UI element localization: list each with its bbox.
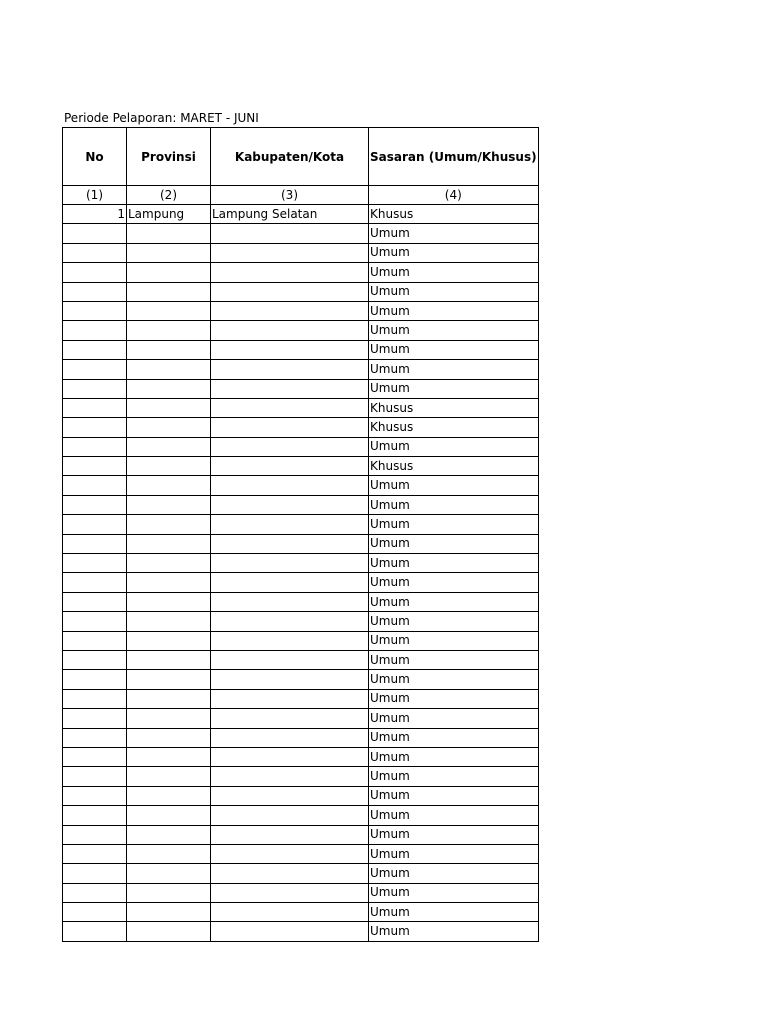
cell-sasaran: Umum — [369, 631, 539, 650]
cell-kabupaten-kota — [211, 263, 369, 282]
cell-no — [63, 903, 127, 922]
cell-kabupaten-kota — [211, 457, 369, 476]
cell-provinsi — [127, 864, 211, 883]
cell-kabupaten-kota — [211, 883, 369, 902]
cell-sasaran: Umum — [369, 476, 539, 495]
cell-provinsi: Lampung — [127, 205, 211, 224]
column-number: (2) — [127, 186, 211, 205]
table-row — [63, 476, 539, 495]
cell-no — [63, 728, 127, 747]
cell-no — [63, 883, 127, 902]
cell-provinsi — [127, 495, 211, 514]
cell-kabupaten-kota — [211, 321, 369, 340]
cell-no — [63, 224, 127, 243]
cell-provinsi — [127, 631, 211, 650]
cell-kabupaten-kota — [211, 650, 369, 669]
cell-sasaran: Umum — [369, 903, 539, 922]
cell-no — [63, 282, 127, 301]
table-row — [63, 554, 539, 573]
table-row — [63, 282, 539, 301]
cell-sasaran: Umum — [369, 224, 539, 243]
cell-no — [63, 418, 127, 437]
cell-no — [63, 922, 127, 941]
cell-sasaran: Umum — [369, 573, 539, 592]
cell-sasaran: Khusus — [369, 418, 539, 437]
table-body — [63, 205, 539, 942]
cell-provinsi — [127, 360, 211, 379]
cell-no — [63, 806, 127, 825]
cell-provinsi — [127, 747, 211, 766]
cell-kabupaten-kota — [211, 360, 369, 379]
cell-sasaran: Umum — [369, 806, 539, 825]
cell-no — [63, 515, 127, 534]
table-row — [63, 864, 539, 883]
table-row — [63, 224, 539, 243]
column-number-row — [63, 186, 539, 205]
cell-sasaran: Umum — [369, 612, 539, 631]
cell-provinsi — [127, 243, 211, 262]
cell-no: 1 — [63, 205, 127, 224]
cell-no — [63, 360, 127, 379]
cell-provinsi — [127, 806, 211, 825]
report-table — [62, 127, 539, 942]
cell-sasaran: Umum — [369, 689, 539, 708]
cell-kabupaten-kota — [211, 631, 369, 650]
cell-kabupaten-kota — [211, 301, 369, 320]
cell-no — [63, 592, 127, 611]
cell-sasaran: Umum — [369, 728, 539, 747]
cell-kabupaten-kota — [211, 243, 369, 262]
table-row — [63, 922, 539, 941]
table-row — [63, 534, 539, 553]
cell-no — [63, 437, 127, 456]
header-sasaran: Sasaran (Umum/Khusus) — [369, 128, 539, 186]
cell-kabupaten-kota — [211, 379, 369, 398]
cell-kabupaten-kota — [211, 573, 369, 592]
table-row — [63, 747, 539, 766]
cell-kabupaten-kota: Lampung Selatan — [211, 205, 369, 224]
cell-sasaran: Umum — [369, 747, 539, 766]
cell-kabupaten-kota — [211, 224, 369, 243]
cell-no — [63, 263, 127, 282]
cell-kabupaten-kota — [211, 495, 369, 514]
cell-sasaran: Umum — [369, 437, 539, 456]
cell-kabupaten-kota — [211, 903, 369, 922]
cell-kabupaten-kota — [211, 844, 369, 863]
cell-provinsi — [127, 340, 211, 359]
table-row — [63, 631, 539, 650]
cell-provinsi — [127, 786, 211, 805]
cell-provinsi — [127, 418, 211, 437]
cell-sasaran: Umum — [369, 767, 539, 786]
table-row — [63, 670, 539, 689]
table-row — [63, 650, 539, 669]
cell-sasaran: Umum — [369, 922, 539, 941]
table-row — [63, 844, 539, 863]
cell-sasaran: Umum — [369, 554, 539, 573]
cell-provinsi — [127, 592, 211, 611]
cell-sasaran: Umum — [369, 321, 539, 340]
cell-no — [63, 379, 127, 398]
cell-provinsi — [127, 321, 211, 340]
cell-sasaran: Umum — [369, 379, 539, 398]
cell-kabupaten-kota — [211, 515, 369, 534]
cell-no — [63, 398, 127, 417]
cell-sasaran: Umum — [369, 786, 539, 805]
cell-no — [63, 301, 127, 320]
cell-sasaran: Umum — [369, 360, 539, 379]
table-row — [63, 340, 539, 359]
cell-kabupaten-kota — [211, 806, 369, 825]
table-row — [63, 495, 539, 514]
table-row — [63, 728, 539, 747]
cell-sasaran: Umum — [369, 495, 539, 514]
cell-provinsi — [127, 534, 211, 553]
cell-sasaran: Umum — [369, 592, 539, 611]
cell-kabupaten-kota — [211, 437, 369, 456]
cell-no — [63, 786, 127, 805]
table-row — [63, 709, 539, 728]
cell-no — [63, 457, 127, 476]
cell-no — [63, 650, 127, 669]
table-row — [63, 806, 539, 825]
cell-no — [63, 825, 127, 844]
cell-no — [63, 243, 127, 262]
cell-kabupaten-kota — [211, 554, 369, 573]
header-no: No — [63, 128, 127, 186]
column-number: (3) — [211, 186, 369, 205]
cell-provinsi — [127, 728, 211, 747]
cell-sasaran: Umum — [369, 844, 539, 863]
cell-kabupaten-kota — [211, 709, 369, 728]
cell-sasaran: Umum — [369, 650, 539, 669]
table-row — [63, 767, 539, 786]
cell-provinsi — [127, 476, 211, 495]
cell-no — [63, 670, 127, 689]
table-row — [63, 243, 539, 262]
cell-kabupaten-kota — [211, 398, 369, 417]
cell-kabupaten-kota — [211, 786, 369, 805]
cell-sasaran: Umum — [369, 340, 539, 359]
cell-kabupaten-kota — [211, 592, 369, 611]
cell-provinsi — [127, 437, 211, 456]
cell-no — [63, 534, 127, 553]
cell-kabupaten-kota — [211, 689, 369, 708]
cell-sasaran: Umum — [369, 883, 539, 902]
header-row — [63, 128, 539, 186]
cell-sasaran: Umum — [369, 825, 539, 844]
reporting-period: Periode Pelaporan: MARET - JUNI — [64, 111, 259, 125]
cell-provinsi — [127, 282, 211, 301]
cell-kabupaten-kota — [211, 282, 369, 301]
cell-sasaran: Umum — [369, 515, 539, 534]
cell-no — [63, 844, 127, 863]
cell-provinsi — [127, 883, 211, 902]
cell-provinsi — [127, 573, 211, 592]
cell-no — [63, 747, 127, 766]
cell-provinsi — [127, 398, 211, 417]
cell-kabupaten-kota — [211, 670, 369, 689]
cell-kabupaten-kota — [211, 864, 369, 883]
cell-kabupaten-kota — [211, 767, 369, 786]
table-row — [63, 689, 539, 708]
cell-kabupaten-kota — [211, 922, 369, 941]
cell-provinsi — [127, 224, 211, 243]
table-row — [63, 573, 539, 592]
table-row — [63, 825, 539, 844]
table-row — [63, 418, 539, 437]
table-row — [63, 301, 539, 320]
cell-sasaran: Umum — [369, 864, 539, 883]
cell-no — [63, 767, 127, 786]
cell-provinsi — [127, 825, 211, 844]
cell-sasaran: Umum — [369, 534, 539, 553]
cell-provinsi — [127, 903, 211, 922]
table-row — [63, 321, 539, 340]
cell-provinsi — [127, 457, 211, 476]
table-row — [63, 883, 539, 902]
cell-sasaran: Khusus — [369, 398, 539, 417]
table-row — [63, 437, 539, 456]
cell-provinsi — [127, 922, 211, 941]
cell-no — [63, 864, 127, 883]
cell-kabupaten-kota — [211, 747, 369, 766]
cell-kabupaten-kota — [211, 340, 369, 359]
cell-sasaran: Umum — [369, 263, 539, 282]
table-row — [63, 360, 539, 379]
cell-provinsi — [127, 612, 211, 631]
cell-sasaran: Umum — [369, 301, 539, 320]
cell-no — [63, 631, 127, 650]
cell-provinsi — [127, 670, 211, 689]
table-row — [63, 398, 539, 417]
cell-provinsi — [127, 554, 211, 573]
table-row — [63, 612, 539, 631]
cell-no — [63, 476, 127, 495]
cell-provinsi — [127, 650, 211, 669]
cell-no — [63, 709, 127, 728]
cell-kabupaten-kota — [211, 534, 369, 553]
cell-sasaran: Khusus — [369, 457, 539, 476]
column-number: (4) — [369, 186, 539, 205]
cell-no — [63, 495, 127, 514]
cell-no — [63, 689, 127, 708]
cell-sasaran: Khusus — [369, 205, 539, 224]
cell-sasaran: Umum — [369, 670, 539, 689]
table-row — [63, 379, 539, 398]
header-kabupaten-kota: Kabupaten/Kota — [211, 128, 369, 186]
header-provinsi: Provinsi — [127, 128, 211, 186]
column-number: (1) — [63, 186, 127, 205]
cell-provinsi — [127, 709, 211, 728]
table-row — [63, 786, 539, 805]
cell-no — [63, 612, 127, 631]
cell-provinsi — [127, 767, 211, 786]
cell-kabupaten-kota — [211, 418, 369, 437]
cell-sasaran: Umum — [369, 709, 539, 728]
cell-no — [63, 573, 127, 592]
cell-kabupaten-kota — [211, 825, 369, 844]
cell-no — [63, 554, 127, 573]
cell-kabupaten-kota — [211, 728, 369, 747]
cell-provinsi — [127, 689, 211, 708]
cell-kabupaten-kota — [211, 476, 369, 495]
table-row — [63, 205, 539, 224]
table-row — [63, 515, 539, 534]
table-row — [63, 592, 539, 611]
table-row — [63, 457, 539, 476]
cell-no — [63, 321, 127, 340]
cell-provinsi — [127, 301, 211, 320]
cell-provinsi — [127, 379, 211, 398]
cell-no — [63, 340, 127, 359]
cell-provinsi — [127, 515, 211, 534]
cell-provinsi — [127, 844, 211, 863]
cell-sasaran: Umum — [369, 243, 539, 262]
cell-provinsi — [127, 263, 211, 282]
table-row — [63, 903, 539, 922]
cell-sasaran: Umum — [369, 282, 539, 301]
table-row — [63, 263, 539, 282]
cell-kabupaten-kota — [211, 612, 369, 631]
